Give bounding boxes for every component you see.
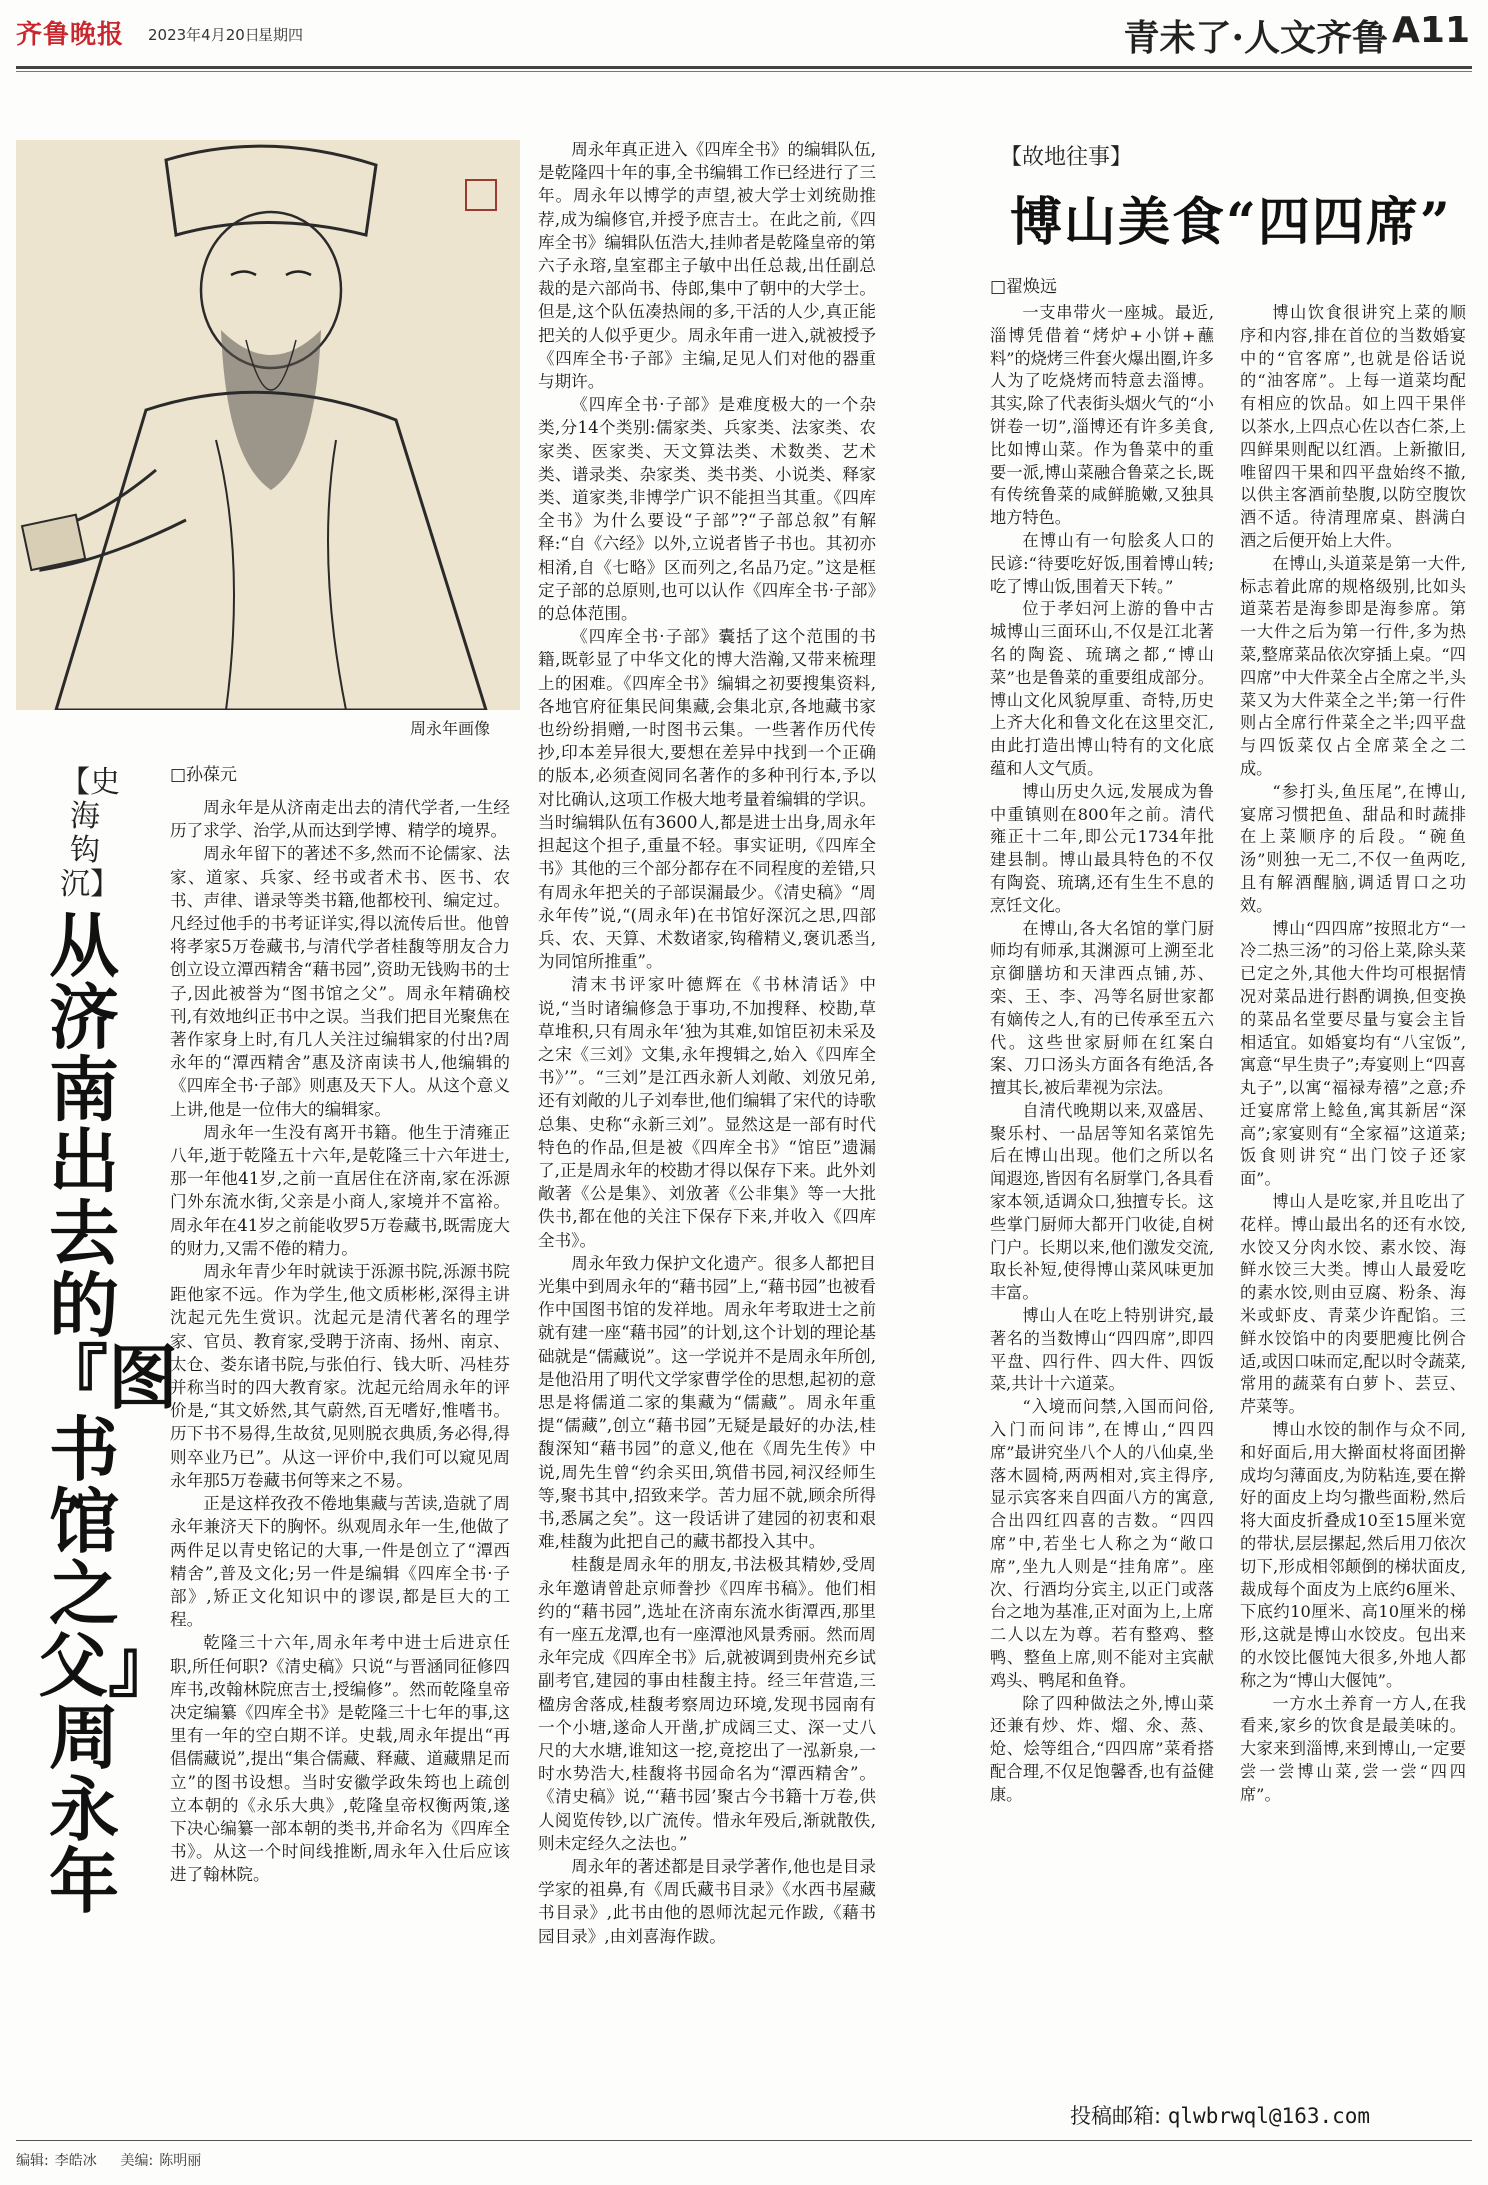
paragraph: 博山人在吃上特别讲究,最著名的当数博山“四四席”,即四平盘、四行件、四大件、四饭菜,共计十六道菜。: [990, 1306, 1214, 1394]
portrait-drawing: [16, 140, 520, 710]
right-article-column-1: [990, 302, 1214, 2092]
paragraph: “入境而问禁,入国而问俗,入门而问讳”,在博山,“四四席”最讲究坐八个人的八仙桌,坐落木圆椅,两两相对,宾主得序,显示宾客来自四面八方的寓意,合出四红四喜的吉数。“四四席”中,若坐七人称之为“敞口席”,坐九人则是“挂角席”。座次、行酒均分宾主,以正门或落台之地为基准,正对面为上,上席二人以左为尊。若有整鸡、整鸭、整鱼上席,则不能对主宾献鸡头、鸭尾和鱼脊。: [990, 1397, 1214, 1690]
right-article-byline: □翟焕远: [990, 277, 1058, 297]
issue-date: 2023年4月20日: [148, 26, 260, 44]
paragraph: 博山饮食很讲究上菜的顺序和内容,排在首位的当数婚宴中的“官客席”,也就是俗话说的“油客席”。上每一道菜均配有相应的饮品。如上四干果伴以茶水,上四点心佐以杏仁茶,上四鲜果则配以红酒。上新撤旧,唯留四干果和四平盘始终不撤,以供主客酒前垫腹,以防空腹饮酒不适。待清理席桌、斟满白酒之后便开始上大件。: [1240, 303, 1466, 550]
paragraph: 周永年留下的著述不多,然而不论儒家、法家、道家、兵家、经书或者术书、医书、农书、声律、谱录等类书籍,他都校刊、编定过。凡经过他手的书考证详实,得以流传后世。他曾将孝家5万卷藏书,与清代学者桂馥等朋友合力创立设立潭西精舍“藉书园”,资助无钱购书的士子,因此被誉为“图书馆之父”。周永年精确校刊,有效地纠正书中之误。当我们把目光聚焦在著作家身上时,有几人关注过编辑家的付出?周永年的“潭西精舍”惠及济南读书人,他编辑的《四库全书·子部》则惠及天下人。从这个意义上讲,他是一位伟大的编辑家。: [170, 844, 510, 1119]
editor-name: 李皓冰: [54, 2153, 97, 2169]
submission-address[interactable]: qlwbrwql@163.com: [1167, 2104, 1371, 2128]
paragraph: 桂馥是周永年的朋友,书法极其精妙,受周永年邀请曾赴京师誊抄《四库书稿》。他们相约的“藉书园”,选址在济南东流水街潭西,那里有一座五龙潭,也有一座潭池风景秀丽。然而周永年完成《四库全书》后,就被调到贵州充乡试副考官,建园的事由桂馥主持。经三年营造,三楹房舍落成,桂馥考察周边环境,发现书园南有一个小塘,遂命人开凿,扩成阔三丈、深一丈八尺的大水塘,谁知这一挖,竟挖出了一泓新泉,一时水势浩大,桂馥将书园命名为“潭西精舍”。《清史稿》说,“‘藉书园’聚古今书籍十万卷,供人阅览传钞,以广流传。惜永年殁后,渐就散佚,则未定经久之法也。”: [538, 1555, 876, 1853]
footer-rule: [16, 2140, 1472, 2141]
portrait-image: [16, 140, 520, 710]
masthead: [0, 0, 1488, 64]
paragraph: 周永年青少年时就读于泺源书院,泺源书院距他家不远。作为学生,他文质彬彬,深得主讲沈起元先生赏识。沈起元是清代著名的理学家、官员、教育家,受聘于济南、扬州、南京、太仓、娄东诸书院,与张伯行、钱大昕、冯桂芬并称当时的四大教育家。沈起元给周永年的评价是,“其文娇然,其气蔚然,百无嗜好,惟嗜书。历下书不易得,生故贫,见则脱衣典质,务必得,得则卒业乃已”。从这一评价中,我们可以窥见周永年那5万卷藏书何等来之不易。: [170, 1262, 510, 1490]
designer-name: 陈明丽: [159, 2153, 202, 2169]
paragraph: 周永年致力保护文化遗产。很多人都把目光集中到周永年的“藉书园”上,“藉书园”也被看作中国图书馆的发祥地。周永年考取进士之前就有建一座“藉书园”的计划,这个计划的理论基础就是“儒藏说”。这一学说并不是周永年所创,是他沿用了明代文学家曹学佺的思想,起初的意思是将儒道二家的集藏为“儒藏”。周永年重提“儒藏”,创立“藉书园”无疑是最好的办法,桂馥深知“藉书园”的意义,他在《周先生传》中说,周先生曾“约余买田,筑借书园,祠汉经师生等,聚书其中,招致来学。苦力屈不就,顾余所得书,悉属之矣”。这一段话讲了建园的初衷和艰难,桂馥为此把自己的藏书都投入其中。: [538, 1253, 876, 1552]
paragraph: 清末书评家叶德辉在《书林清话》中说,“当时诸编修急于事功,不加搜释、校勘,草草堆积,只有周永年‘独为其难,如馆臣初未采及之宋《三刘》文集,永年搜辑之,始入《四库全书》’”。“三刘”是江西永新人刘敞、刘攽兄弟,还有刘敞的儿子刘奉世,他们编辑了宋代的诗歌总集、史称“永新三刘”。显然这是一部有时代特色的作品,但是被《四库全书》“馆臣”遗漏了,正是周永年的校勘才得以保存下来。此外刘敞著《公是集》、刘攽著《公非集》等一大批佚书,都在他的关注下保存下来,并收入《四库全书》。: [538, 975, 876, 1250]
paragraph: 周永年是从济南走出去的清代学者,一生经历了求学、治学,从而达到学博、精学的境界。: [170, 798, 510, 841]
image-caption: 周永年画像: [410, 719, 491, 738]
right-article-column-2: [1240, 302, 1466, 2092]
paragraph: 周永年真正进入《四库全书》的编辑队伍,是乾隆四十年的事,全书编辑工作已经进行了三年。周永年以博学的声望,被大学士刘统勋推荐,成为编修官,并授予庶吉士。在此之前,《四库全书》编辑队伍浩大,挂帅者是乾隆皇帝的第六子永瑢,皇室郡主子敏中出任总裁,出任副总裁的是六部尚书、侍郎,集中了朝中的大学士。但是,这个队伍凑热闹的多,干活的人少,真正能把关的人似乎更少。周永年甫一进入,就被授予《四库全书·子部》主编,足见人们对他的器重与期许。: [538, 140, 876, 392]
paragraph: “参打头,鱼压尾”,在博山,宴席习惯把鱼、甜品和时蔬排在上菜顺序的后段。“碗鱼汤”则独一无二,不仅一鱼两吃,且有解酒醒脑,调适胃口之功效。: [1240, 781, 1466, 915]
paragraph: 一方水土养育一方人,在我看来,家乡的饮食是最美味的。大家来到淄博,来到博山,一定要尝一尝博山菜,尝一尝“四四席”。: [1240, 1693, 1466, 1804]
paragraph: 周永年的著述都是目录学著作,他也是目录学家的祖鼻,有《周氏藏书目录》《水西书屋藏书目录》,此书由他的恩师沈起元作跋,《藉书园目录》,由刘喜海作跋。: [538, 1857, 876, 1946]
paragraph: 博山水饺的制作与众不同,和好面后,用大擀面杖将面团擀成均匀薄面皮,为防粘连,要在擀好的面皮上均匀撒些面粉,然后将大面皮折叠成10至15厘米宽的带状,层层摞起,然后用刀依次切下,形成相邻颠倒的梯状面皮,裁成每个面皮为上底约6厘米、下底约10厘米、高10厘米的梯形,这就是博山水饺皮。包出来的水饺比偃饨大很多,外地人都称之为“博山大偃饨”。: [1240, 1420, 1466, 1690]
paragraph: 博山历史久远,发展成为鲁中重镇则在800年之前。清代雍正十二年,即公元1734年批建县制。博山最具特色的不仅有陶瓷、琉璃,还有生生不息的烹饪文化。: [990, 781, 1214, 915]
left-article-column-2: [538, 138, 876, 2118]
paragraph: 在博山,各大名馆的掌门厨师均有师承,其渊源可上溯至北京御膳坊和天津西点铺,苏、栾、王、李、冯等名厨世家都有嫡传之人,有的已传承至五六代。这些世家厨师在红案白案、刀口汤头方面各有绝活,各擅其长,被后辈视为宗法。: [990, 918, 1214, 1098]
paragraph: 博山“四四席”按照北方“一冷二热三汤”的习俗上菜,除头菜已定之外,其他大件均可根据情况对菜品进行斟酌调换,但变换的菜品名堂要尽量与宴会主旨相适宜。如婚宴均有“八宝饭”,寓意“早生贵子”;寿宴则上“四喜丸子”,以寓“福禄寿禧”之意;乔迁宴席常上鲶鱼,寓其新居“深高”;家宴则有“全家福”这道菜;饭食则讲究“出门饺子还家面”。: [1240, 918, 1466, 1189]
paragraph: 《四库全书·子部》囊括了这个范围的书籍,既彰显了中华文化的博大浩瀚,又带来梳理上的困难。《四库全书》编辑之初要搜集资料,各地官府征集民间集藏,会集北京,各地藏书家也纷纷捐赠,一时图书云集。一些著作历代传抄,印本差异很大,要想在差异中找到一个正确的版本,必须查阅同名著作的多种刊行本,予以对比确认,这项工作极大地考量着编辑的学识。当时编辑队伍有3600人,都是进士出身,周永年担起这个担子,重量不轻。事实证明,《四库全书》其他的三个部分都存在不同程度的差错,只有周永年把关的子部误漏最少。《清史稿》“周永年传”说,“(周永年)在书馆好深沉之思,四部兵、农、天算、术数诸家,钩稽精义,褒讥悉当,为同馆所推重”。: [538, 627, 876, 972]
paragraph: 一支串带火一座城。最近,淄博凭借着“烤炉+小饼+蘸料”的烧烤三件套火爆出圈,许多人为了吃烧烤而特意去淄博。其实,除了代表街头烟火气的“小饼卷一切”,淄博还有许多美食,比如博山菜。作为鲁菜中的重要一派,博山菜融合鲁菜之长,既有传统鲁菜的咸鲜脆嫩,又独具地方特色。: [990, 303, 1214, 528]
editor-label: 编辑:: [16, 2153, 49, 2169]
masthead-rule: [16, 66, 1472, 69]
paragraph: 在博山有一句脍炙人口的民谚:“待要吃好饭,围着博山转;吃了博山饭,围着天下转。”: [990, 530, 1214, 596]
submission-label: 投稿邮箱:: [1070, 2104, 1162, 2128]
paragraph: 正是这样孜孜不倦地集藏与苦读,造就了周永年兼济天下的胸怀。纵观周永年一生,他做了两件足以青史铭记的大事,一件是创立了“潭西精舍”,普及文化;另一件是编辑《四库全书·子部》,矫正文化知识中的谬误,都是巨大的工程。: [170, 1494, 510, 1630]
left-column-tag: 【史海钩沉】: [60, 765, 120, 902]
paragraph: 在博山,头道菜是第一大件,标志着此席的规格级别,比如头道菜若是海参即是海参席。第一大件之后为第一行件,多为热菜,整席菜品依次穿插上桌。“四四席”中大件菜全占全席之半,头菜又为大件菜全之半;第一行件则占全席行件菜全之半;四平盘与四饭菜仅占全席菜全之二成。: [1240, 553, 1466, 778]
left-article-title: 从济南出去的『图书馆之父』周永年: [38, 904, 178, 1923]
designer-label: 美编:: [120, 2153, 154, 2169]
paragraph: 博山人是吃家,并且吃出了花样。博山最出名的还有水饺,水饺又分肉水饺、素水饺、海鲜水饺三大类。博山人最爱吃的素水饺,则由豆腐、粉条、海米或虾皮、青菜少许配馅。三鲜水饺馅中的肉要肥瘦比例合适,或因口味而定,配以时令蔬菜,常用的蔬菜有白萝卜、芸豆、芹菜等。: [1240, 1192, 1466, 1417]
masthead-rule-thin: [16, 71, 1472, 72]
issue-weekday: 星期四: [258, 26, 304, 44]
section-title: 青未了·人文齐鲁: [1123, 17, 1388, 59]
newspaper-logo: 齐鲁晚报: [16, 20, 125, 50]
paragraph: 《四库全书·子部》是难度极大的一个杂类,分14个类别:儒家类、兵家类、法家类、农家类、医家类、天文算法类、术数类、艺术类、谱录类、杂家类、类书类、小说类、释家类、道家类,非博学广识不能担当其重。《四库全书》为什么要设“子部”?“子部总叙”有解释:“自《六经》以外,立说者皆子书也。其初亦相淆,自《七略》区而列之,名品乃定。”这是框定子部的总原则,也可以认作《四库全书·子部》的总体范围。: [538, 395, 876, 624]
paragraph: 乾隆三十六年,周永年考中进士后进京任职,所任何职?《清史稿》只说“与晋涵同征修四库书,改翰林院庶吉士,授编修”。然而乾隆皇帝决定编纂《四库全书》是乾隆三十七年的事,这里有一年的空白期不详。史载,周永年提出“再倡儒藏说”,提出“集合儒藏、释藏、道藏鼎足而立”的图书设想。当时安徽学政朱筠也上疏创立本朝的《永乐大典》,乾隆皇帝权衡两策,遂下决心编纂一部本朝的类书,并命名为《四库全书》。从这一个时间线推断,周永年入仕后应该进了翰林院。: [170, 1633, 510, 1885]
paragraph: 除了四种做法之外,博山菜还兼有炒、炸、熘、氽、蒸、炝、烩等组合,“四四席”菜肴搭配合理,不仅足饱馨香,也有益健康。: [990, 1693, 1214, 1804]
left-article-byline: □孙葆元: [170, 765, 238, 785]
paragraph: 位于孝妇河上游的鲁中古城博山三面环山,不仅是江北著名的陶瓷、琉璃之都,“博山菜”也是鲁菜的重要组成部分。博山文化风貌厚重、奇特,历史上齐大化和鲁文化在这里交汇,由此打造出博山特有的文化底蕴和人文气质。: [990, 599, 1214, 778]
footer: [16, 2150, 207, 2170]
paragraph: 自清代晚期以来,双盛居、聚乐村、一品居等知名菜馆先后在博山出现。他们之所以名闻遐迩,皆因有名厨掌门,各具看家本领,适调众口,独擅专长。这些掌门厨师大都开门收徒,自树门户。长期以来,他们激发交流,取长补短,使得博山菜风味更加丰富。: [990, 1100, 1214, 1303]
page-number: A11: [1392, 10, 1470, 51]
submission-email: [1070, 2100, 1370, 2130]
right-article-title: 博山美食“四四席”: [1010, 192, 1452, 253]
right-column-tag: 【故地往事】: [1000, 145, 1133, 170]
left-article-column-1: [170, 796, 510, 2116]
paragraph: 周永年一生没有离开书籍。他生于清雍正八年,逝于乾隆五十六年,是乾隆三十六年进士,那一年他41岁,之前一直居住在济南,家在泺源门外东流水街,父亲是小商人,家境并不富裕。周永年在41岁之前能收罗5万卷藏书,既需庞大的财力,又需不倦的精力。: [170, 1122, 510, 1258]
